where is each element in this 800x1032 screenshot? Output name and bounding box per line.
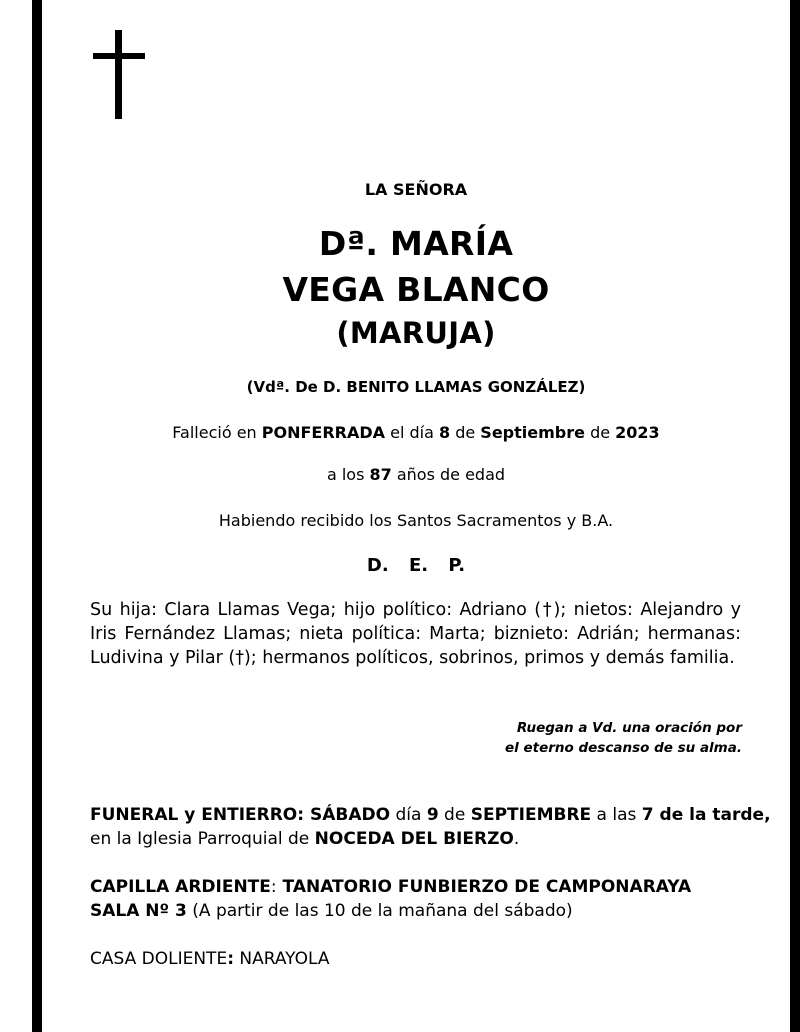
funeral-info: FUNERAL y ENTIERRO: SÁBADO día 9 de SEPTIEMBRE a las 7 de la tarde, en la Iglesia Parroquial de NOCEDA DEL BIERZO.: [90, 805, 771, 849]
sacraments-line: Habiendo recibido los Santos Sacramentos y B.A.: [218, 511, 614, 530]
deceased-name-line2: VEGA BLANCO: [282, 270, 550, 309]
prayer-line2: el eterno descanso de su alma.: [505, 740, 742, 756]
age-line: a los 87 años de edad: [326, 465, 506, 484]
dep-line: D. E. P.: [366, 555, 466, 576]
chapel-info: CAPILLA ARDIENTE: TANATORIO FUNBIERZO DE CAMPONARAYA SALA Nº 3 (A partir de las 10 de la mañana del sábado): [90, 877, 692, 921]
right-border: [790, 0, 800, 1032]
mourning-house: CASA DOLIENTE: NARAYOLA: [90, 949, 330, 969]
deceased-name-line1: Dª. MARÍA: [318, 224, 514, 263]
prayer-line1: Ruegan a Vd. una oración por: [516, 720, 742, 736]
title-label: LA SEÑORA: [364, 180, 468, 199]
widow-line: (Vdª. De D. BENITO LLAMAS GONZÁLEZ): [246, 378, 586, 396]
prayer-request: [342, 718, 742, 758]
deceased-nickname: (MARUJA): [336, 316, 496, 350]
cross-icon: [93, 30, 145, 120]
family-paragraph: Su hija: Clara Llamas Vega; hijo político: Adriano (†); nietos: Alejandro y Iris Fernández Llamas; nieta política: Marta; biznieto: Adrián; hermanas: Ludivina y Pilar (†); hermanos políticos, sobrinos, primos y demás familia.: [90, 600, 741, 668]
left-border: [32, 0, 42, 1032]
death-line: Falleció en PONFERRADA el día 8 de Septiembre de 2023: [172, 423, 660, 442]
